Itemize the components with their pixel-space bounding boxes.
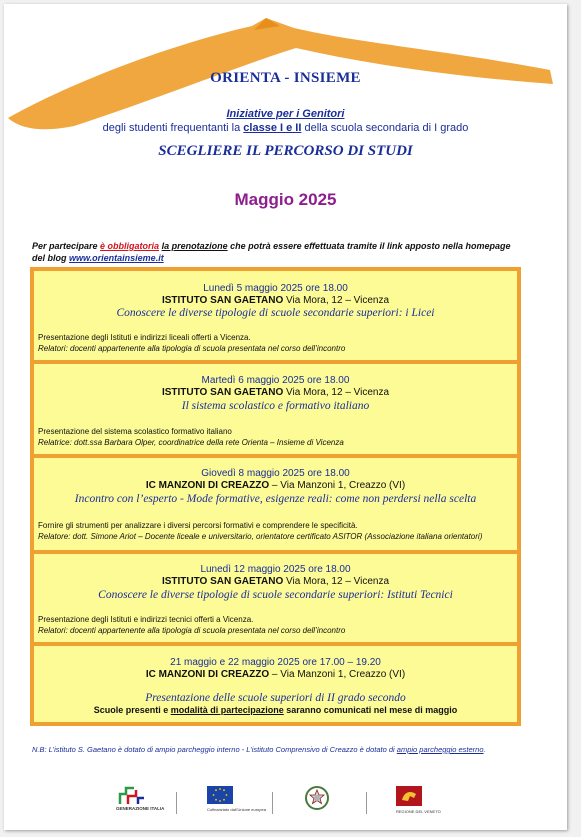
event-card xyxy=(32,362,519,456)
events-list xyxy=(30,267,521,726)
subtitle-classes: classe I e II xyxy=(243,122,302,134)
event-description: Fornire gli strumenti per analizzare i diversi percorsi formativi e comprendere le specificità. xyxy=(38,521,358,530)
parking-note: N.B: L’istituto S. Gaetano è dotato di ampio parcheggio interno - L’istituto Comprensivo di Creazzo è dotato di ampio parcheggio esterno. xyxy=(32,745,486,754)
event-note: Scuole presenti e modalità di partecipazione saranno comunicati nel mese di maggio xyxy=(93,705,458,715)
event-topic: Conoscere le diverse tipologie di scuole secondarie superiori: i Licei xyxy=(116,307,435,319)
event-date: Lunedì 12 maggio 2025 ore 18.00 xyxy=(200,564,351,575)
event-venue: IC MANZONI DI CREAZZO – Via Manzoni 1, Creazzo (VI) xyxy=(145,480,406,491)
subtitle-students: degli studenti frequentanti la classe I e II della scuola secondaria di I grado xyxy=(102,122,469,134)
logo-caption: Cofinanziato dall’Unione europea xyxy=(207,807,266,812)
event-date: 21 maggio e 22 maggio 2025 ore 17.00 – 19.20 xyxy=(170,657,381,668)
event-speakers: Relatrice: dott.ssa Barbara Olper, coordinatrice della rete Orienta – Insieme di Vicenza xyxy=(38,438,344,447)
event-date: Martedì 6 maggio 2025 ore 18.00 xyxy=(201,375,350,386)
event-description: Presentazione del sistema scolastico formativo italiano xyxy=(38,427,232,436)
event-speakers: Relatore: dott. Simone Ariot – Docente liceale e universitario, orientatore certificato ASITOR (Associazione italiana orientatori) xyxy=(38,532,483,541)
blog-link[interactable]: www.orientainsieme.it xyxy=(69,253,164,263)
registration-notice: Per partecipare è obbligatoria la prenotazione che potrà essere effettuata tramite il link apposto nella homepage del blog www.orientainsieme.it xyxy=(32,241,511,263)
logo-separator xyxy=(366,792,367,814)
logo-caption: REGIONE DEL VENETO xyxy=(396,809,441,814)
logo-separator xyxy=(176,792,177,814)
event-date: Lunedì 5 maggio 2025 ore 18.00 xyxy=(203,283,348,294)
event-topic: Il sistema scolastico e formativo italiano xyxy=(181,400,370,412)
generazione-italia-logo xyxy=(116,784,165,820)
month-title: Maggio 2025 xyxy=(234,190,337,209)
event-venue: ISTITUTO SAN GAETANO Via Mora, 12 – Vicenza xyxy=(161,295,390,306)
event-venue: ISTITUTO SAN GAETANO Via Mora, 12 – Vicenza xyxy=(161,576,390,587)
page-title: ORIENTA - INSIEME xyxy=(210,70,361,86)
booking-text: la prenotazione xyxy=(161,241,228,251)
event-speakers: Relatori: docenti appartenente alla tipologia di scuola presentata nel corso dell’incontro xyxy=(38,344,346,353)
event-description: Presentazione degli Istituti e indirizzi tecnici offerti a Vicenza. xyxy=(38,615,254,624)
event-speakers: Relatori: docenti appartenente alla tipologia di scuola presentata nel corso dell’incontro xyxy=(38,626,346,635)
event-card xyxy=(32,552,519,644)
event-venue: ISTITUTO SAN GAETANO Via Mora, 12 – Vicenza xyxy=(161,387,390,398)
regione-veneto-logo xyxy=(396,786,441,820)
event-card xyxy=(32,269,519,362)
event-topic: Incontro con l’esperto - Mode formative, esigenze reali: come non perdersi nella scelta xyxy=(74,493,477,505)
event-venue: IC MANZONI DI CREAZZO – Via Manzoni 1, Creazzo (VI) xyxy=(145,669,406,680)
subtitle-parents: Iniziative per i Genitori xyxy=(226,108,345,120)
mandatory-text: è obbligatoria xyxy=(100,241,160,251)
flyer-page xyxy=(4,4,567,830)
event-date: Giovedì 8 maggio 2025 ore 18.00 xyxy=(201,468,350,479)
logo-caption: GENERAZIONE ITALIA xyxy=(116,806,165,811)
logo-separator xyxy=(272,792,273,814)
event-topic: Presentazione delle scuole superiori di II grado secondo xyxy=(145,692,406,704)
logos-strip xyxy=(4,774,567,824)
event-topic: Conoscere le diverse tipologie di scuole secondarie superiori: Istituti Tecnici xyxy=(98,589,453,601)
event-description: Presentazione degli Istituti e indirizzi liceali offerti a Vicenza. xyxy=(38,333,251,342)
event-card xyxy=(32,644,519,724)
italian-republic-emblem xyxy=(304,784,330,814)
eu-flag-logo xyxy=(207,786,266,820)
event-card xyxy=(32,456,519,552)
section-heading: SCEGLIERE IL PERCORSO DI STUDI xyxy=(158,143,413,159)
